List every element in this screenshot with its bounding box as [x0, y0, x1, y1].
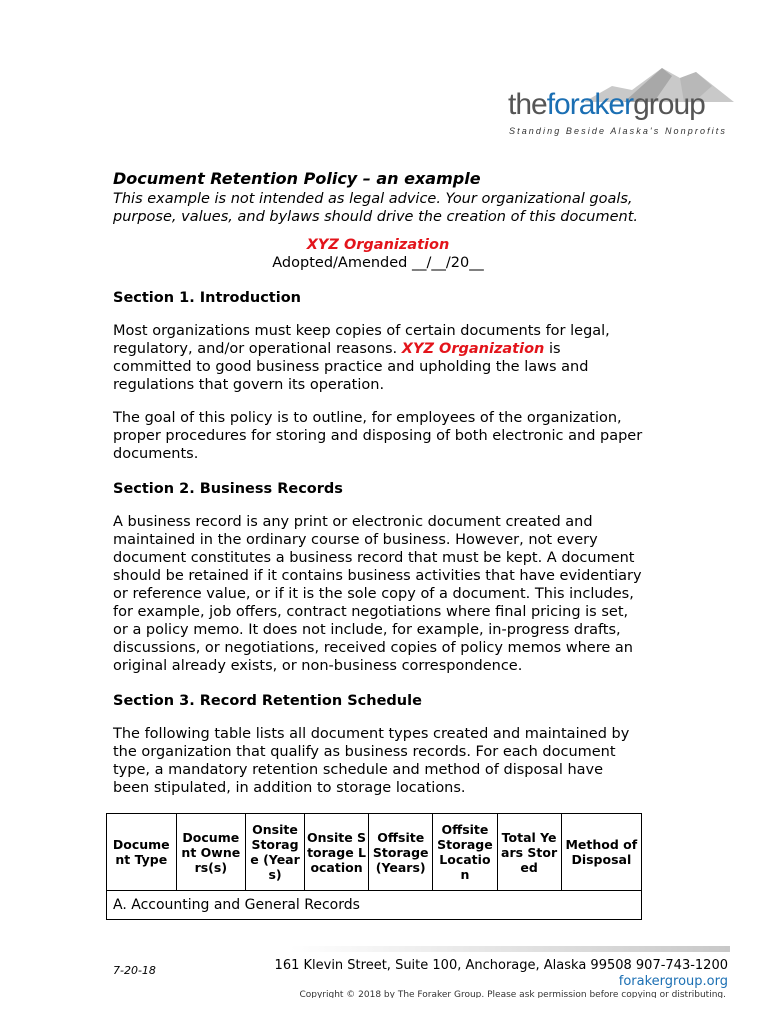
adopted-date: Adopted/Amended __/__/20__ [272, 255, 484, 271]
document-body [113, 168, 643, 797]
disclaimer: This example is not intended as legal advice. Your organizational goals, purpose, values, and bylaws should drive the creation of this document. [113, 191, 639, 225]
logo-tagline: Standing Beside Alaska's Nonprofits [509, 126, 727, 136]
column-header: Total Years Stored [497, 814, 561, 891]
intro-text-before: Most organizations must keep copies of certain documents for legal, regulatory, and/or operational reasons. [113, 323, 610, 357]
footer-date: 7-20-18 [113, 964, 156, 977]
intro-org-name: XYZ Organization [401, 341, 545, 357]
footer-divider [290, 946, 730, 952]
footer-address: 161 Klevin Street, Suite 100, Anchorage, Alaska 99508 907-743-1200 [274, 958, 728, 973]
section-2-paragraph-1: A business record is any print or electronic document created and maintained in the ordinary course of business. However, not every document constitutes a business record that must be kept. A document should be retained if it contains business activities that have evidentiary or reference value, or if it is the sole copy of a document. This includes, for example, job offers, contract negotiations where final pricing is set, or a policy memo. It does not include, for example, in-progress drafts, discussions, or negotiations, received copies of policy memos where an original already exists, or non-business correspondence. [113, 514, 642, 674]
column-header: Method of Disposal [561, 814, 641, 891]
retention-schedule-table [106, 813, 642, 920]
column-header: Offsite Storage Location [433, 814, 497, 891]
section-3-paragraph-1: The following table lists all document types created and maintained by the organization that qualify as business records. For each document type, a mandatory retention schedule and method of disposal have been stipulated, in addition to storage locations. [113, 726, 630, 796]
footer-copyright: Copyright © 2018 by The Foraker Group. Please ask permission before copying or distributing. [299, 990, 726, 998]
intro-text-after: is committed to good business practice and upholding the laws and regulations that govern its operation. [113, 341, 589, 393]
section-1-paragraph-1 [113, 322, 643, 394]
footer-website-link[interactable]: forakergroup.org [618, 974, 728, 989]
table-row [107, 891, 642, 920]
column-header: Onsite Storage Location [304, 814, 368, 891]
table-header-row [107, 814, 642, 891]
column-header: Document Type [107, 814, 177, 891]
logo-wordmark [508, 88, 705, 122]
section-1-heading: Section 1. Introduction [113, 290, 301, 306]
section-1-paragraph-2: The goal of this policy is to outline, for employees of the organization, proper procedures for storing and disposing of both electronic and paper documents. [113, 410, 643, 462]
logo-brand: foraker [546, 88, 634, 121]
column-header: Document Owners(s) [176, 814, 246, 891]
section-2-heading: Section 2. Business Records [113, 481, 343, 497]
column-header: Onsite Storage (Years) [246, 814, 305, 891]
section-3-heading: Section 3. Record Retention Schedule [113, 693, 422, 709]
foraker-logo [504, 64, 736, 144]
logo-prefix: the [508, 88, 547, 121]
logo-suffix: group [633, 88, 705, 121]
column-header: Offsite Storage (Years) [369, 814, 433, 891]
organization-name: XYZ Organization [306, 237, 450, 253]
section-row-accounting: A. Accounting and General Records [107, 891, 642, 920]
document-title: Document Retention Policy – an example [113, 169, 481, 188]
